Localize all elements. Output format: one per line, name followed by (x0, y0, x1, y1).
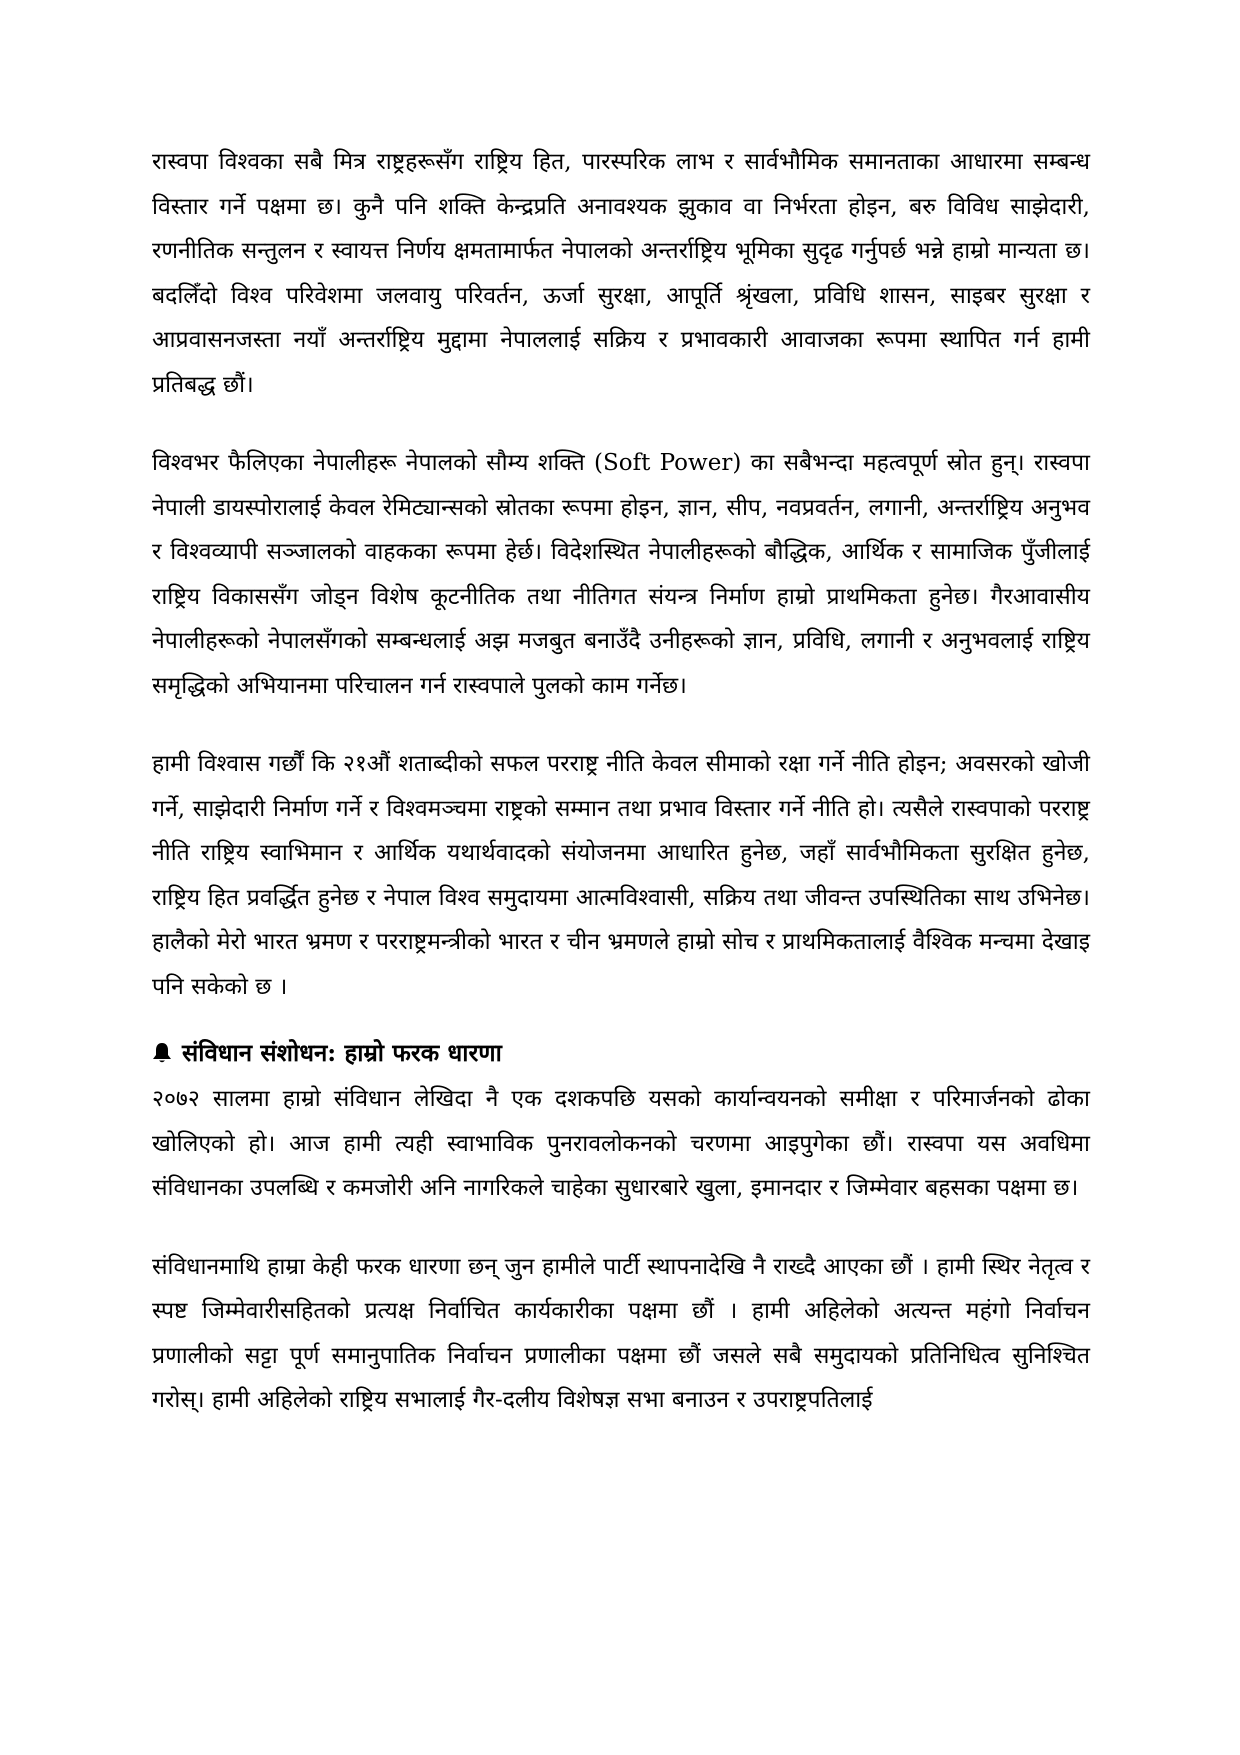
bell-icon (152, 1042, 172, 1064)
paragraph-foreign-policy: हामी विश्वास गर्छौं कि २१औं शताब्दीको सफल परराष्ट्र नीति केवल सीमाको रक्षा गर्ने नीति होइन; अवसरको खोजी गर्ने, साझेदारी निर्माण गर्ने र विश्वमञ्चमा राष्ट्रको सम्मान तथा प्रभाव विस्तार गर्ने नीति हो। त्यसैले रास्वपाको परराष्ट्र नीति राष्ट्रिय स्वाभिमान र आर्थिक यथार्थवादको संयोजनमा आधारित हुनेछ, जहाँ सार्वभौमिकता सुरक्षित हुनेछ, राष्ट्रिय हित प्रवर्द्धित हुनेछ र नेपाल विश्व समुदायमा आत्मविश्वासी, सक्रिय तथा जीवन्त उपस्थितिका साथ उभिनेछ। हालैको मेरो भारत भ्रमण र परराष्ट्रमन्त्रीको भारत र चीन भ्रमणले हाम्रो सोच र प्राथमिकतालाई वैश्विक मन्चमा देखाइ पनि सकेको छ । (152, 751, 1090, 1000)
paragraph-constitution-review: २०७२ सालमा हाम्रो संविधान लेखिदा नै एक दशकपछि यसको कार्यान्वयनको समीक्षा र परिमार्जनको ढोका खोलिएको हो। आज हामी त्यही स्वाभाविक पुनरावलोकनको चरणमा आइपुगेका छौं। रास्वपा यस अवधिमा संविधानका उपलब्धि र कमजोरी अनि नागरिकले चाहेका सुधारबारे खुला, इमानदार र जिम्मेवार बहसका पक्षमा छ। (152, 1086, 1090, 1201)
section-heading-text: संविधान संशोधन: हाम्रो फरक धारणा (182, 1038, 502, 1067)
paragraph-foreign-relations: रास्वपा विश्वका सबै मित्र राष्ट्रहरूसँग राष्ट्रिय हित, पारस्परिक लाभ र सार्वभौमिक समानताका आधारमा सम्बन्ध विस्तार गर्ने पक्षमा छ। कुनै पनि शक्ति केन्द्रप्रति अनावश्यक झुकाव वा निर्भरता होइन, बरु विविध साझेदारी, रणनीतिक सन्तुलन र स्वायत्त निर्णय क्षमतामार्फत नेपालको अन्तर्राष्ट्रिय भूमिका सुदृढ गर्नुपर्छ भन्ने हाम्रो मान्यता छ। बदलिँदो विश्व परिवेशमा जलवायु परिवर्तन, ऊर्जा सुरक्षा, आपूर्ति श्रृंखला, प्रविधि शासन, साइबर सुरक्षा र आप्रवासनजस्ता नयाँ अन्तर्राष्ट्रिय मुद्दामा नेपाललाई सक्रिय र प्रभावकारी आवाजका रूपमा स्थापित गर्न हामी प्रतिबद्ध छौं। (152, 149, 1090, 398)
section-heading-constitution (152, 1033, 1090, 1073)
document-page (152, 140, 1090, 1457)
paragraph-diaspora: विश्वभर फैलिएका नेपालीहरू नेपालको सौम्य शक्ति (Soft Power) का सबैभन्दा महत्वपूर्ण स्रोत हुन्। रास्वपा नेपाली डायस्पोरालाई केवल रेमिट्यान्सको स्रोतका रूपमा होइन, ज्ञान, सीप, नवप्रवर्तन, लगानी, अन्तर्राष्ट्रिय अनुभव र विश्वव्यापी सञ्जालको वाहकका रूपमा हेर्छ। विदेशस्थित नेपालीहरूको बौद्धिक, आर्थिक र सामाजिक पुँजीलाई राष्ट्रिय विकाससँग जोड्न विशेष कूटनीतिक तथा नीतिगत संयन्त्र निर्माण हाम्रो प्राथमिकता हुनेछ। गैरआवासीय नेपालीहरूको नेपालसँगको सम्बन्धलाई अझ मजबुत बनाउँदै उनीहरूको ज्ञान, प्रविधि, लगानी र अनुभवलाई राष्ट्रिय समृद्धिको अभियानमा परिचालन गर्न रास्वपाले पुलको काम गर्नेछ। (152, 450, 1090, 699)
paragraph-constitution-views: संविधानमाथि हाम्रा केही फरक धारणा छन् जुन हामीले पार्टी स्थापनादेखि नै राख्दै आएका छौं । हामी स्थिर नेतृत्व र स्पष्ट जिम्मेवारीसहितको प्रत्यक्ष निर्वाचित कार्यकारीका पक्षमा छौं । हामी अहिलेको अत्यन्त महंगो निर्वाचन प्रणालीको सट्टा पूर्ण समानुपातिक निर्वाचन प्रणालीका पक्षमा छौं जसले सबै समुदायको प्रतिनिधित्व सुनिश्चित गरोस्। हामी अहिलेको राष्ट्रिय सभालाई गैर-दलीय विशेषज्ञ सभा बनाउन र उपराष्ट्रपतिलाई (152, 1253, 1090, 1413)
